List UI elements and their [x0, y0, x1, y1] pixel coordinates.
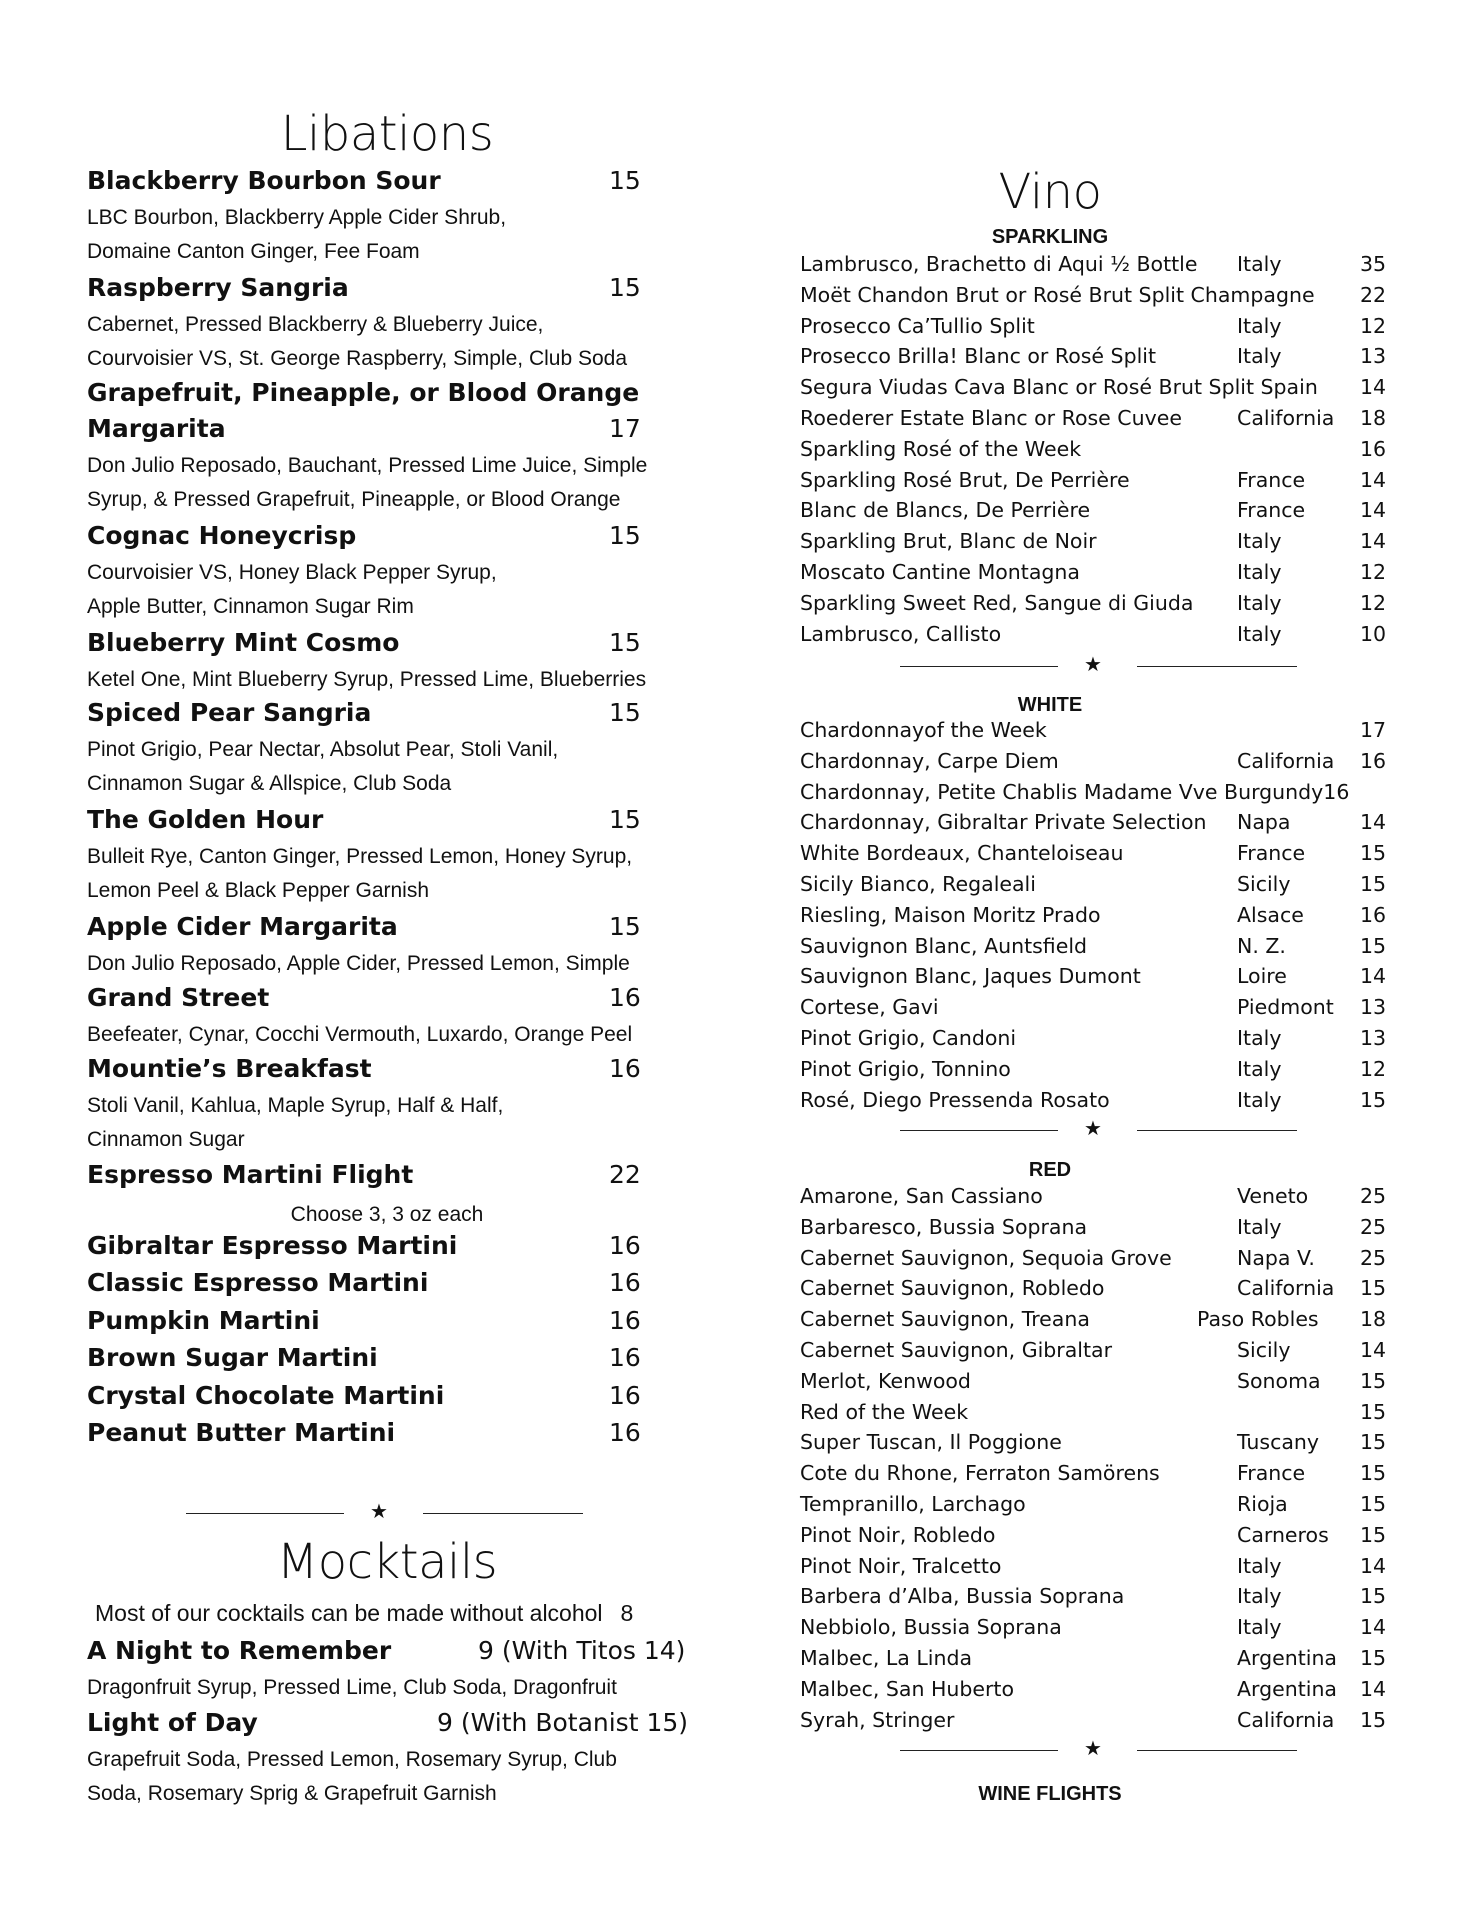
wine-row — [800, 344, 1400, 372]
drink-desc: Stoli Vanil, Kahlua, Maple Syrup, Half & Half, — [87, 1094, 504, 1117]
wine-price: 15 — [1360, 872, 1387, 896]
wine-region: Italy — [1237, 529, 1282, 554]
wine-region: Napa — [1237, 810, 1291, 835]
drink-desc: Courvoisier VS, St. George Raspberry, Simple, Club Soda — [87, 347, 628, 370]
wine-name: Super Tuscan, Il Poggione — [800, 1430, 1062, 1455]
wine-region: Italy — [1237, 344, 1282, 369]
wine-price: 25 — [1360, 1214, 1387, 1239]
wine-name: Prosecco Brilla! Blanc or Rosé Split — [800, 344, 1157, 369]
wine-region: N. Z. — [1237, 933, 1286, 958]
wine-region: Tuscany — [1237, 1430, 1320, 1455]
wine-row — [800, 1088, 1400, 1116]
wine-row — [800, 903, 1400, 931]
wine-name: Amarone, San Cassiano — [800, 1184, 1043, 1208]
wine-price: 12 — [1360, 313, 1387, 338]
wine-row — [800, 1307, 1400, 1335]
wine-name: Moët Chandon Brut or Rosé Brut Split Champagne — [800, 282, 1315, 307]
wine-flights-heading: WINE FLIGHTS — [978, 1783, 1122, 1805]
wine-price: 25 — [1360, 1245, 1387, 1270]
wine-name: Cabernet Sauvignon, Sequoia Grove — [800, 1245, 1172, 1270]
drink-desc: Bulleit Rye, Canton Ginger, Pressed Lemon, Honey Syrup, — [87, 845, 633, 868]
wine-row — [800, 1026, 1400, 1054]
drink-price: 9 (With Botanist 15) — [437, 1708, 689, 1737]
vino-title: Vino — [998, 164, 1102, 220]
wine-region: Argentina — [1237, 1646, 1337, 1670]
drink-price: 15 — [609, 521, 641, 550]
wine-price: 15 — [1360, 1707, 1387, 1732]
wine-price: 18 — [1360, 1307, 1387, 1332]
wine-name: Malbec, San Huberto — [800, 1676, 1014, 1701]
wine-region: Italy — [1237, 1615, 1282, 1640]
drink-desc: Domaine Canton Ginger, Fee Foam — [87, 240, 420, 263]
wine-region: Italy — [1237, 1214, 1282, 1239]
wine-row — [800, 718, 1400, 746]
drink-price: 16 — [609, 1418, 641, 1447]
drink-desc: Grapefruit Soda, Pressed Lemon, Rosemary Syrup, Club — [87, 1748, 617, 1771]
drink-name-line2: Margarita — [87, 414, 226, 443]
wine-row — [800, 1246, 1400, 1274]
wine-price: 16 — [1360, 436, 1387, 461]
wine-price: 10 — [1360, 621, 1387, 646]
wine-region: Paso Robles — [1197, 1307, 1319, 1332]
wine-name: Tempranillo, Larchago — [800, 1492, 1026, 1516]
wine-price: 14 — [1360, 529, 1387, 554]
drink-name: Brown Sugar Martini — [87, 1343, 378, 1373]
wine-region: Italy — [1237, 1584, 1282, 1609]
red-heading: RED — [1028, 1159, 1072, 1181]
wine-region: France — [1237, 841, 1306, 866]
divider-sparkling — [900, 652, 1300, 676]
wine-region: Italy — [1237, 590, 1282, 615]
wine-name: Riesling, Maison Moritz Prado — [800, 902, 1101, 927]
wine-name: Syrah, Stringer — [800, 1707, 955, 1732]
wine-row — [800, 1554, 1400, 1582]
wine-row — [800, 375, 1400, 403]
wine-row — [800, 314, 1400, 342]
wine-row — [800, 841, 1400, 869]
drink-price: 16 — [609, 1305, 641, 1335]
wine-region: France — [1237, 1461, 1306, 1486]
drink-desc: Lemon Peel & Black Pepper Garnish — [87, 879, 430, 902]
wine-name: Pinot Noir, Tralcetto — [800, 1553, 1002, 1578]
wine-price: 16 — [1360, 748, 1387, 773]
wine-row — [800, 406, 1400, 434]
wine-region: Italy — [1237, 1087, 1282, 1112]
white-heading: WHITE — [1017, 694, 1083, 716]
wine-row — [800, 468, 1400, 496]
star-icon: ★ — [1084, 1736, 1102, 1760]
drink-desc: Syrup, & Pressed Grapefruit, Pineapple, or Blood Orange — [87, 488, 621, 511]
drink-desc: Ketel One, Mint Blueberry Syrup, Pressed Lime, Blueberries — [87, 668, 647, 691]
wine-name: Merlot, Kenwood — [800, 1368, 971, 1393]
wine-name: Chardonnay, Gibraltar Private Selection — [800, 810, 1207, 835]
wine-name: Barbera d’Alba, Bussia Soprana — [800, 1584, 1125, 1609]
wine-name: Cote du Rhone, Ferraton Samörens — [800, 1461, 1160, 1486]
wine-row — [800, 560, 1400, 588]
wine-region: Napa V. — [1237, 1245, 1315, 1270]
wine-region: Italy — [1237, 1026, 1282, 1050]
wine-region: Loire — [1237, 964, 1287, 989]
wine-region: Italy — [1237, 1553, 1282, 1578]
drink-price: 16 — [609, 1380, 641, 1410]
wine-name: Blanc de Blancs, De Perrière — [800, 498, 1091, 523]
drink-name: Grapefruit, Pineapple, or Blood Orange — [87, 378, 640, 407]
drink-name: Pumpkin Martini — [87, 1305, 320, 1335]
wine-row — [800, 1430, 1400, 1458]
wine-price: 14 — [1360, 1676, 1387, 1701]
wine-name: Sauvignon Blanc, Jaques Dumont — [800, 964, 1141, 989]
drink-name: Grand Street — [87, 983, 270, 1012]
wine-price: 12 — [1360, 1056, 1387, 1081]
drink-desc: Apple Butter, Cinnamon Sugar Rim — [87, 595, 414, 618]
wine-price: 14 — [1360, 810, 1387, 835]
wine-row — [800, 934, 1400, 962]
wine-name: Cabernet Sauvignon, Gibraltar — [800, 1338, 1113, 1362]
star-icon: ★ — [1084, 652, 1102, 676]
wine-region: France — [1237, 467, 1306, 492]
star-icon: ★ — [1084, 1116, 1102, 1140]
wine-region: Italy — [1237, 313, 1282, 338]
wine-row — [800, 1708, 1400, 1736]
wine-name: White Bordeaux, Chanteloiseau — [800, 841, 1124, 866]
drink-price: 15 — [609, 628, 641, 657]
wine-region: Alsace — [1237, 902, 1304, 927]
drink-name: Classic Espresso Martini — [87, 1268, 429, 1298]
wine-price: 14 — [1360, 467, 1387, 492]
divider-red — [900, 1736, 1300, 1760]
wine-price: 15 — [1360, 1430, 1387, 1455]
wine-price: 35 — [1360, 252, 1387, 276]
drink-name: Raspberry Sangria — [87, 273, 349, 302]
wine-row — [800, 1057, 1400, 1085]
wine-row — [800, 1276, 1400, 1304]
wine-price: 14 — [1360, 498, 1387, 523]
wine-price: 15 — [1360, 1492, 1387, 1516]
drink-desc: Courvoisier VS, Honey Black Pepper Syrup, — [87, 561, 497, 584]
wine-row — [800, 1215, 1400, 1243]
wine-region: Carneros — [1237, 1522, 1329, 1547]
wine-region: France — [1237, 498, 1306, 523]
divider-white — [900, 1116, 1300, 1140]
drink-price: 16 — [609, 1268, 641, 1298]
drink-price: 15 — [609, 273, 641, 302]
wine-name: Nebbiolo, Bussia Soprana — [800, 1615, 1062, 1640]
star-icon: ★ — [370, 1499, 388, 1523]
wine-price: 15 — [1360, 1646, 1387, 1670]
wine-name: Rosé, Diego Pressenda Rosato — [800, 1087, 1110, 1112]
wine-price: 15 — [1360, 1087, 1387, 1112]
wine-price: 12 — [1360, 590, 1387, 615]
wine-name: Pinot Grigio, Candoni — [800, 1026, 1017, 1050]
wine-row — [800, 780, 1400, 808]
drink-price: 17 — [609, 414, 641, 443]
drink-name: A Night to Remember — [87, 1636, 392, 1665]
wine-row — [800, 1492, 1400, 1520]
wine-region: California — [1237, 1707, 1335, 1732]
wine-name: Chardonnayof the Week — [800, 718, 1047, 742]
wine-price: 15 — [1360, 933, 1387, 958]
sparkling-heading: SPARKLING — [991, 226, 1109, 248]
drink-price: 15 — [609, 166, 641, 195]
wine-price: 13 — [1360, 995, 1387, 1020]
wine-region: California — [1237, 406, 1335, 430]
wine-price: 15 — [1360, 1584, 1387, 1609]
drink-name: Spiced Pear Sangria — [87, 698, 372, 727]
wine-name: Chardonnay, Carpe Diem — [800, 748, 1059, 773]
wine-name: Cortese, Gavi — [800, 995, 939, 1020]
wine-region: Sicily — [1237, 872, 1291, 896]
mocktails-title: Mocktails — [276, 1534, 498, 1590]
wine-region: California — [1237, 1276, 1335, 1301]
wine-name: Sparkling Rosé of the Week — [800, 436, 1082, 461]
wine-name: Sparkling Brut, Blanc de Noir — [800, 529, 1097, 554]
wine-row — [800, 810, 1400, 838]
wine-row — [800, 749, 1400, 777]
wine-region: Italy — [1237, 621, 1282, 646]
wine-price: 15 — [1360, 1461, 1387, 1486]
wine-row — [800, 1584, 1400, 1612]
drink-desc: Cinnamon Sugar & Allspice, Club Soda — [87, 772, 452, 795]
wine-name: Lambrusco, Callisto — [800, 621, 1002, 646]
wine-row — [800, 1646, 1400, 1674]
wine-region: Sonoma — [1237, 1368, 1321, 1393]
wine-name: Malbec, La Linda — [800, 1646, 973, 1670]
wine-row — [800, 622, 1400, 650]
wine-name: Red of the Week — [800, 1399, 969, 1424]
drink-price: 9 (With Titos 14) — [478, 1636, 686, 1665]
wine-region: Italy — [1237, 560, 1282, 584]
wine-price: 22 — [1360, 282, 1387, 307]
wine-price: 18 — [1360, 406, 1387, 430]
drink-price: 16 — [609, 1054, 641, 1083]
wine-region: California — [1237, 748, 1335, 773]
wine-row — [800, 591, 1400, 619]
drink-name: Blackberry Bourbon Sour — [87, 166, 441, 195]
drink-desc: Dragonfruit Syrup, Pressed Lime, Club Soda, Dragonfruit — [87, 1676, 617, 1699]
wine-row — [800, 1338, 1400, 1366]
drink-price: 15 — [609, 912, 641, 941]
drink-name: Mountie’s Breakfast — [87, 1054, 372, 1083]
wine-region: Italy — [1237, 1056, 1282, 1081]
drink-name: Light of Day — [87, 1708, 258, 1737]
wine-row — [800, 1400, 1400, 1428]
wine-row — [800, 1461, 1400, 1489]
wine-price: 15 — [1360, 1368, 1387, 1393]
libations-title: Libations — [280, 106, 494, 162]
wine-price: 15 — [1360, 1276, 1387, 1301]
drink-name: Crystal Chocolate Martini — [87, 1380, 445, 1410]
drink-price: 16 — [609, 1231, 641, 1260]
wine-price: 15 — [1360, 841, 1387, 866]
drink-desc: Pinot Grigio, Pear Nectar, Absolut Pear, Stoli Vanil, — [87, 738, 559, 761]
wine-region: Argentina — [1237, 1676, 1337, 1701]
drink-desc: Soda, Rosemary Sprig & Grapefruit Garnish — [87, 1782, 497, 1805]
wine-name: Barbaresco, Bussia Soprana — [800, 1214, 1088, 1239]
wine-name: Sparkling Sweet Red, Sangue di Giuda — [800, 590, 1194, 615]
drink-name: Cognac Honeycrisp — [87, 521, 357, 550]
wine-name: Sauvignon Blanc, Auntsfield — [800, 933, 1088, 958]
wine-row — [800, 283, 1400, 311]
wine-name: Moscato Cantine Montagna — [800, 560, 1080, 584]
wine-price: 14 — [1360, 1553, 1387, 1578]
wine-name: Sparkling Rosé Brut, De Perrière — [800, 467, 1130, 492]
wine-row — [800, 872, 1400, 900]
wine-name: Cabernet Sauvignon, Robledo — [800, 1276, 1105, 1301]
drink-desc: Don Julio Reposado, Bauchant, Pressed Lime Juice, Simple — [87, 454, 648, 477]
drink-price: 15 — [609, 805, 641, 834]
wine-region: Italy — [1237, 252, 1282, 276]
wine-region: Rioja — [1237, 1492, 1288, 1516]
wine-price: 15 — [1360, 1522, 1387, 1547]
drink-price: 16 — [609, 1343, 641, 1373]
wine-row — [800, 1677, 1400, 1705]
wine-price: 14 — [1360, 375, 1387, 400]
wine-row — [800, 437, 1400, 465]
wine-price: 14 — [1360, 1615, 1387, 1640]
wine-price: 13 — [1360, 344, 1387, 369]
wine-row — [800, 964, 1400, 992]
wine-region: Sicily — [1237, 1338, 1291, 1362]
drink-name: Gibraltar Espresso Martini — [87, 1231, 458, 1260]
wine-name: Pinot Grigio, Tonnino — [800, 1056, 1011, 1081]
mocktails-intro: Most of our cocktails can be made without alcohol 8 — [95, 1600, 634, 1626]
flight-note: Choose 3, 3 oz each — [290, 1203, 484, 1226]
wine-row — [800, 1184, 1400, 1212]
drink-desc: Cinnamon Sugar — [87, 1128, 245, 1151]
divider-libations — [186, 1499, 586, 1523]
wine-row — [800, 498, 1400, 526]
wine-row — [800, 1615, 1400, 1643]
wine-row — [800, 995, 1400, 1023]
drink-desc: Beefeater, Cynar, Cocchi Vermouth, Luxardo, Orange Peel — [87, 1023, 633, 1046]
drink-price: 16 — [609, 983, 641, 1012]
drink-price: 22 — [609, 1160, 641, 1189]
drink-desc: Cabernet, Pressed Blackberry & Blueberry Juice, — [87, 313, 544, 336]
drink-name: Peanut Butter Martini — [87, 1418, 396, 1447]
drink-name: Blueberry Mint Cosmo — [87, 628, 400, 657]
wine-price: 13 — [1360, 1026, 1387, 1050]
drink-name: Espresso Martini Flight — [87, 1160, 414, 1189]
drink-desc: Don Julio Reposado, Apple Cider, Pressed Lemon, Simple — [87, 952, 630, 975]
wine-name: Sicily Bianco, Regaleali — [800, 872, 1036, 896]
wine-row — [800, 252, 1400, 280]
wine-price: 14 — [1360, 1338, 1387, 1362]
wine-name: Segura Viudas Cava Blanc or Rosé Brut Split Spain — [800, 375, 1318, 400]
wine-price: 12 — [1360, 560, 1387, 584]
wine-row — [800, 529, 1400, 557]
wine-name: Chardonnay, Petite Chablis Madame Vve Burgundy16 — [800, 779, 1350, 804]
mocktails-intro-price: 8 — [620, 1600, 634, 1626]
wine-name: Pinot Noir, Robledo — [800, 1522, 996, 1547]
wine-region: Veneto — [1237, 1184, 1309, 1208]
wine-price: 15 — [1360, 1399, 1387, 1424]
drink-name: The Golden Hour — [87, 805, 324, 834]
wine-name: Prosecco Ca’Tullio Split — [800, 313, 1035, 338]
drink-price: 15 — [609, 698, 641, 727]
wine-row — [800, 1523, 1400, 1551]
wine-price: 14 — [1360, 964, 1387, 989]
wine-name: Cabernet Sauvignon, Treana — [800, 1307, 1090, 1332]
drink-desc: LBC Bourbon, Blackberry Apple Cider Shrub, — [87, 206, 507, 229]
wine-price: 25 — [1360, 1184, 1387, 1208]
wine-name: Roederer Estate Blanc or Rose Cuvee — [800, 406, 1182, 430]
drink-name: Apple Cider Margarita — [87, 912, 398, 941]
wine-region: Piedmont — [1237, 995, 1334, 1020]
wine-price: 17 — [1360, 718, 1387, 742]
wine-name: Lambrusco, Brachetto di Aqui ½ Bottle — [800, 252, 1198, 276]
wine-price: 16 — [1360, 902, 1387, 927]
wine-row — [800, 1369, 1400, 1397]
